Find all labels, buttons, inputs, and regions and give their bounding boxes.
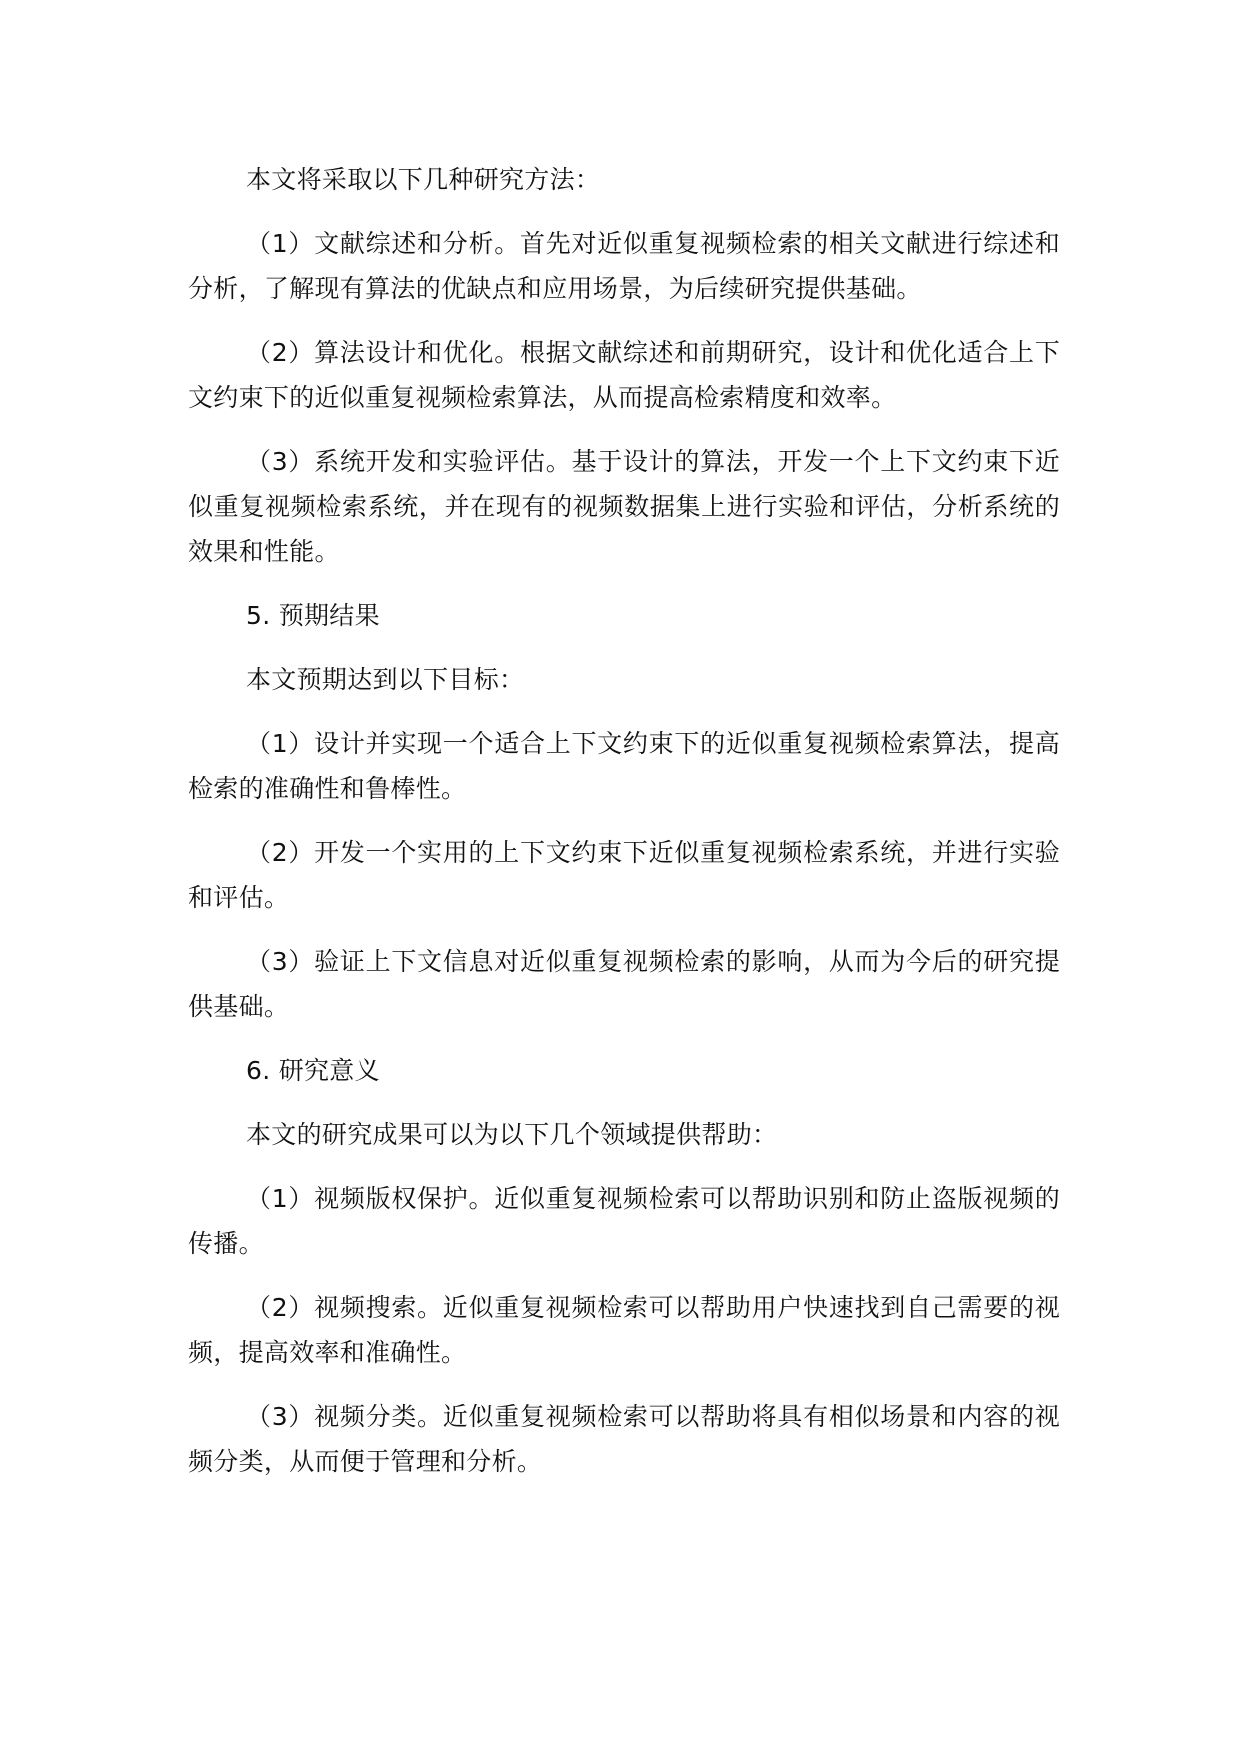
section-heading-expected-results: 5. 预期结果 — [246, 601, 380, 630]
section-heading-research-significance: 6. 研究意义 — [246, 1056, 380, 1085]
method-item-2: （2）算法设计和优化。根据文献综述和前期研究，设计和优化适合上下文约束下的近似重复视频检索算法，从而提高检索精度和效率。 — [188, 338, 1060, 412]
methods-intro-paragraph: 本文将采取以下几种研究方法： — [246, 165, 601, 194]
goal-item-1: （1）设计并实现一个适合上下文约束下的近似重复视频检索算法，提高检索的准确性和鲁棒性。 — [188, 729, 1060, 803]
method-item-1: （1）文献综述和分析。首先对近似重复视频检索的相关文献进行综述和分析，了解现有算法的优缺点和应用场景，为后续研究提供基础。 — [188, 229, 1060, 303]
goal-item-2: （2）开发一个实用的上下文约束下近似重复视频检索系统，并进行实验和评估。 — [188, 838, 1060, 912]
significance-item-1: （1）视频版权保护。近似重复视频检索可以帮助识别和防止盗版视频的传播。 — [188, 1184, 1060, 1258]
goal-item-3: （3）验证上下文信息对近似重复视频检索的影响，从而为今后的研究提供基础。 — [188, 947, 1060, 1021]
goals-intro-paragraph: 本文预期达到以下目标： — [246, 665, 525, 694]
significance-item-3: （3）视频分类。近似重复视频检索可以帮助将具有相似场景和内容的视频分类，从而便于管理和分析。 — [188, 1402, 1060, 1476]
significance-item-2: （2）视频搜索。近似重复视频检索可以帮助用户快速找到自己需要的视频，提高效率和准确性。 — [188, 1293, 1060, 1367]
document-body — [188, 157, 1060, 1503]
significance-intro-paragraph: 本文的研究成果可以为以下几个领域提供帮助： — [246, 1120, 778, 1149]
method-item-3: （3）系统开发和实验评估。基于设计的算法，开发一个上下文约束下近似重复视频检索系统，并在现有的视频数据集上进行实验和评估，分析系统的效果和性能。 — [188, 447, 1060, 566]
